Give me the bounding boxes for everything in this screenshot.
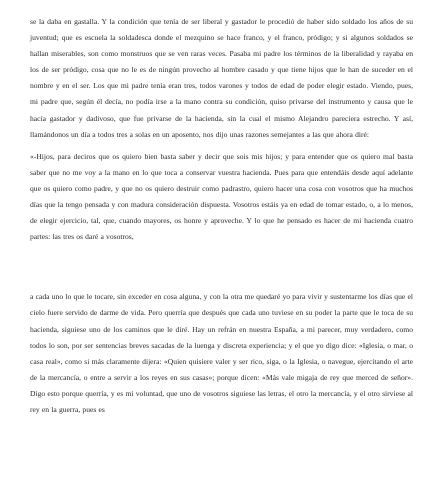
quoted-speech-paragraph: «-Hijos, para deciros que os quiero bien basta saber y decir que sois mis hijos; y para entender que os quiero mal basta saber que no me voy a la mano en lo que toca a conservar vuestra hacienda. Pues para que entendáis desde aquí adelante que os quiero como padre, y que no os quiero destruir como padrastro, quiero hacer una cosa con vosotros que ha muchos días que la tengo pensada y con madura consideración dispuesta. Vosotros estáis ya en edad de tomar estado, o, a lo menos, de elegir ejercicio, tal, que, cuando mayores, os honre y aproveche. Y lo que he pensado es hacer de mi hacienda cuatro partes: las tres os daré a vosotros, bbox=[30, 151, 413, 242]
body-paragraph: a cada uno lo que le tocare, sin exceder en cosa alguna, y con la otra me quedaré yo para vivir y sustentarme los días que el cielo fuere servido de darme de vida. Pero querría que después que cada uno tuviese en su poder la parte que le toca de su hacienda, siguiese uno de los caminos que le diré. Hay un refrán en nuestra España, a mi parecer, muy verdadero, como todos lo son, por ser sentencias breves sacadas de la luenga y discreta experiencia; y el que yo digo dice: «Iglesia, o mar, o casa real», como si más claramente dijera: «Quien quisiere valer y ser rico, siga, o la Iglesia, o navegue, ejercitando el arte de la mercancía, o entre a servir a los reyes en sus casas»; porque dicen: «Más vale migaja de rey que merced de señor». Digo esto porque querría, y es mi voluntad, que uno de vosotros siguiese las letras, el otro la mercancía, y el otro sirviese al rey en la guerra, pues es bbox=[30, 292, 413, 414]
page-break-gap bbox=[30, 245, 413, 289]
body-paragraph: se la daba en gastalla. Y la condición que tenía de ser liberal y gastador le procedió de haber sido soldado los años de su juventud; que es escuela la soldadesca donde el mezquino se hace franco, y el franco, pródigo; y si algunos soldados se hallan miserables, son como monstruos que se ven raras veces. Pasaba mi padre los términos de la liberalidad y rayaba en los de ser pródigo, cosa que no le es de ningún provecho al hombre casado y que tiene hijos que le han de suceder en el nombre y en el ser. Los que mi padre tenía eran tres, todos varones y todos de edad de poder elegir estado. Viendo, pues, mi padre que, según él decía, no podía irse a la mano contra su condición, quiso privarse del instrumento y causa que le hacía gastador y dadivoso, que fue privarse de la hacienda, sin la cual el mismo Alejandro pareciera estrecho. Y así, llamándonos un día a todos tres a solas en un aposento, nos dijo unas razones semejantes a las que ahora diré: bbox=[30, 17, 413, 139]
